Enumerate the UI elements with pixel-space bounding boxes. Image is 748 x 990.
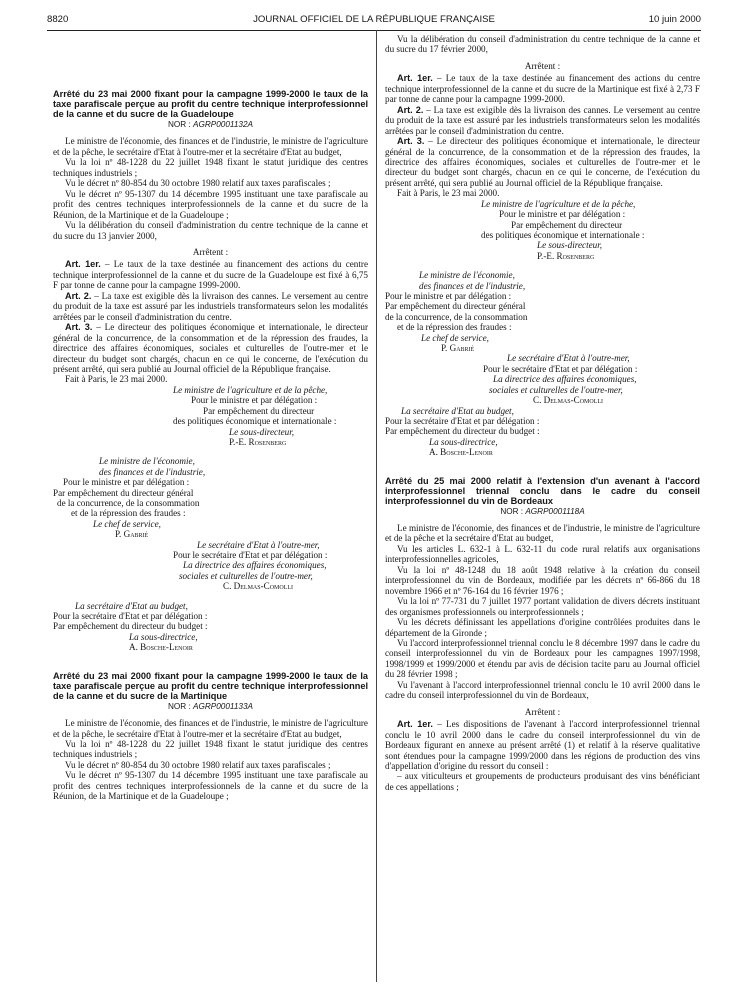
article-label: Art. 2. [65,290,92,301]
paragraph: Vu le décret nº 80-854 du 30 octobre 1980 relatif aux taxes parafiscales ; [65,178,331,189]
decree-title: Arrêté du 23 mai 2000 fixant pour la campagne 1999-2000 le taux de la taxe parafiscale perçue au profit du centre technique interprofessionnel de la canne et du sucre de la Martinique [53,670,368,701]
signatory-name: P.-E. Rosenberg [537,250,595,261]
article-label: Art. 2. [397,104,424,115]
article-text: – Le taux de la taxe destinée au financement des actions du centre technique interprofessionnel de la canne et du sucre de la Guadeloupe est fixé à 6,75 F par tonne de canne pour la campagne 1999-2000. [53,259,368,291]
article-label: Art. 1er. [397,719,433,730]
signatory-name: P. Gabrié [441,343,475,354]
article [53,259,368,290]
signature-line: La directrice des affaires économiques, [493,374,637,385]
signature-line: et de la répression des fraudes : [397,322,512,333]
signature-agriculture [53,385,368,447]
signature-line: La secrétaire d'Etat au budget, [401,405,514,416]
paragraph: Le ministre de l'économie, des finances et de l'industrie, le ministre de l'agriculture et de la pêche, le secrétaire d'Etat à l'outre-mer et la secrétaire d'Etat au budget, [53,718,368,739]
signature-line: Le secrétaire d'Etat à l'outre-mer, [197,539,320,550]
signatory-name: A. Bosche-Lenoir [429,447,493,458]
signature-line: La sous-directrice, [129,631,198,642]
page-header [47,14,701,28]
signature-line: Pour la secrétaire d'Etat et par délégation : [385,415,540,426]
paragraph: Vu les articles L. 632-1 à L. 632-11 du code rural relatifs aux organisations interprofessionnelles agricoles, [385,543,700,565]
signature-line: Par empêchement du directeur du budget : [53,621,208,632]
signature-line: Par empêchement du directeur [203,405,315,416]
article [53,291,368,322]
paragraph: Vu la loi nº 77-731 du 7 juillet 1977 portant validation de divers décrets instituant des organismes professionnels ou interprofessionnels ; [385,596,700,617]
arretent-heading: Arrêtent : [192,246,229,257]
signature-line: La sous-directrice, [429,436,498,447]
left-column [53,89,368,802]
article [385,73,700,104]
article-label: Art. 1er. [397,73,433,84]
signature-economy [53,456,368,539]
article-text: – Le directeur des politiques économique et internationale, le directeur général de la concurrence, de la consommation et de la répression des fraudes, la directrice des affaires économiques, sociales et culturelles de l'outre-mer et le directeur du budget sont chargés, chacun en ce qui le concerne, de l'exécution du présent arrêté, qui sera publié au Journal officiel de la République française. [53,322,368,374]
signature-line: Pour le ministre et par délégation : [63,477,190,488]
signature-line: Le secrétaire d'Etat à l'outre-mer, [507,353,630,364]
list-item: – aux viticulteurs et groupements de producteurs produisant des vins bénéficiant de ces appellations ; [385,771,700,792]
nor-code: AGRP0001133A [193,701,253,711]
article-text: – La taxe est exigible dès la livraison des cannes. Le versement au centre du produit de la taxe est assuré par les industriels transformateurs selon les modalités arrêtées par le conseil d'administration du centre. [385,104,701,136]
nor-reference [53,120,368,130]
signature-outre-mer [385,353,700,405]
paragraph: Vu le décret nº 80-854 du 30 octobre 1980 relatif aux taxes parafiscales ; [65,759,331,770]
right-column [385,34,700,792]
arretent-heading: Arrêtent : [524,706,561,717]
signature-line: des finances et de l'industrie, [419,280,526,291]
paragraph: Vu l'avenant à l'accord interprofessionnel triennal conclu le 10 avril 2000 dans le cadre du conseil interprofessionnel du vin de Bordeaux, [385,679,700,701]
paragraph: Vu le décret nº 95-1307 du 14 décembre 1995 instituant une taxe parafiscale au profit des centres techniques interprofessionnels de la canne et du sucre de la Réunion, de la Martinique et de la Guadeloupe ; [53,188,368,220]
paragraph: Vu le décret nº 95-1307 du 14 décembre 1995 instituant une taxe parafiscale au profit des centres techniques interprofessionnels de la canne et du sucre de la Réunion, de la Martinique et de la Guadeloupe ; [53,770,368,802]
article-text: – Le directeur des politiques économique et internationale, le directeur général de la concurrence, de la consommation et de la répression des fraudes, la directrice des affaires économiques, sociales et culturelles de l'outre-mer et le directeur du budget sont chargés, chacun en ce qui le concerne, de l'exécution du présent arrêté, qui sera publié au Journal officiel de la République française. [385,136,700,188]
article-label: Art. 1er. [65,259,101,270]
signature-line: et de la répression des fraudes : [71,508,186,519]
article [385,136,700,188]
nor-label: NOR : [168,120,191,129]
article-text: – Le taux de la taxe destinée au financement des actions du centre technique interprofessionnel de la canne et du sucre de la Martinique est fixé à 2,73 F par tonne de canne pour la campagne 1999-2000. [385,73,700,105]
signature-line: Pour le ministre et par délégation : [499,209,626,220]
nor-code: AGRP0001132A [193,120,253,129]
header-rule [47,30,701,31]
paragraph: Vu l'accord interprofessionnel triennal conclu le 8 décembre 1997 dans le cadre du conseil interprofessionnel du vin de Bordeaux pour les campagnes 1997/1998, 1998/1999 et 1999/2000 et étendu par avis de décision tacite paru au Journal officiel du 28 février 1998 ; [385,637,700,680]
article-text: – Les dispositions de l'avenant à l'accord interprofessionnel triennal conclu le 10 avril 2000 dans le cadre du conseil interprofessionnel du vin de Bordeaux figurant en annexe au présent arrêté (1) et relatif à la réserve qualitative sont étendues pour la campagne 1999/2000 dans les régions de production des vins d'appellation d'origine du ressort du conseil : [385,719,700,771]
signature-line: Le ministre de l'agriculture et de la pêche, [173,384,328,395]
signature-line: de la concurrence, de la consommation [385,311,528,322]
signature-line: Le ministre de l'économie, [419,270,515,281]
signature-line: des politiques économique et internationale : [481,230,645,241]
signatory-name: C. Delmas-Comolli [223,581,294,592]
article [385,105,700,136]
signature-line: Le sous-directeur, [537,240,603,251]
done-at: Fait à Paris, le 23 mai 2000. [397,188,500,199]
paragraph: Vu la loi nº 48-1228 du 22 juillet 1948 fixant le statut juridique des centres techniques industriels ; [53,738,368,760]
signature-line: des politiques économique et internationale : [173,416,337,427]
decree-title: Arrêté du 23 mai 2000 fixant pour la campagne 1999-2000 le taux de la taxe parafiscale perçue au profit du centre technique interprofessionnel de la canne et du sucre de la Guadeloupe [53,89,368,119]
article [385,719,700,771]
nor-label: NOR : [500,506,524,516]
signature-line: Le ministre de l'économie, [99,456,195,467]
signatory-name: P. Gabrié [115,529,149,540]
decree-title: Arrêté du 25 mai 2000 relatif à l'extension d'un avenant à l'accord interprofessionnel triennal conclu dans le cadre du conseil interprofessionnel du vin de Bordeaux [385,475,700,506]
signature-line: Pour le secrétaire d'Etat et par délégation : [483,363,638,374]
signature-outre-mer [53,540,368,592]
signature-line: Par empêchement du directeur du budget : [385,426,540,437]
signature-line: Pour le ministre et par délégation : [191,395,318,406]
paragraph: Le ministre de l'économie, des finances et de l'industrie, le ministre de l'agriculture et de la pêche et la secrétaire d'Etat au budget, [385,523,700,544]
signature-line: Par empêchement du directeur [511,219,623,230]
signatory-name: A. Bosche-Lenoir [129,642,193,653]
signature-line: des finances et de l'industrie, [99,466,206,477]
signature-line: La directrice des affaires économiques, [183,560,327,571]
nor-code: AGRP0001118A [525,506,585,516]
column-divider [376,30,377,982]
nor-label: NOR : [168,701,191,711]
signature-line: sociales et culturelles de l'outre-mer, [179,570,313,581]
paragraph: Vu la loi nº 48-1248 du 18 août 1948 relative à la création du conseil interprofessionnel du vin de Bordeaux, modifiée par les décrets nº 66-866 du 18 novembre 1966 et nº 76-164 du 16 février 1976 ; [385,564,700,596]
signature-line: Pour le ministre et par délégation : [385,291,512,302]
signature-line: Par empêchement du directeur général [385,301,526,312]
signature-line: La secrétaire d'Etat au budget, [75,600,188,611]
arretent-heading: Arrêtent : [524,60,561,71]
nor-reference [385,507,700,517]
signature-line: Par empêchement du directeur général [53,487,194,498]
signature-line: Le chef de service, [421,332,489,343]
signature-line: Le chef de service, [93,518,161,529]
signature-line: sociales et culturelles de l'outre-mer, [489,384,623,395]
signature-agriculture [385,199,700,261]
issue-date: 10 juin 2000 [648,14,701,25]
signature-line: Pour le secrétaire d'Etat et par délégation : [173,549,328,560]
signatory-name: C. Delmas-Comolli [533,395,604,406]
signature-budget [53,601,368,653]
done-at: Fait à Paris, le 23 mai 2000. [65,374,168,385]
article-text: – La taxe est exigible dès la livraison des cannes. Le versement au centre du produit de la taxe est assuré par les industriels transformateurs selon les modalités arrêtées par le conseil d'administration du centre. [53,290,369,322]
article-label: Art. 3. [397,136,425,147]
paragraph: Vu les décrets définissant les appellations d'origine contrôlées produites dans le département de la Gironde ; [385,617,700,638]
article [53,322,368,374]
signature-line: Le ministre de l'agriculture et de la pêche, [481,198,636,209]
journal-title: JOURNAL OFFICIEL DE LA RÉPUBLIQUE FRANÇAISE [253,14,495,25]
article-label: Art. 3. [65,322,93,333]
nor-reference [53,702,368,712]
paragraph: Vu la loi nº 48-1228 du 22 juillet 1948 fixant le statut juridique des centres techniques industriels ; [53,157,368,178]
signatory-name: P.-E. Rosenberg [229,436,287,447]
page-number: 8820 [47,14,69,25]
signature-economy [385,270,700,353]
signature-line: de la concurrence, de la consommation [57,497,200,508]
paragraph: Vu la délibération du conseil d'administration du centre technique de la canne et du sucre du 13 janvier 2000, [53,220,368,241]
signature-budget [385,406,700,458]
signature-line: Pour la secrétaire d'Etat et par délégation : [53,611,208,621]
paragraph: Vu la délibération du conseil d'administration du centre technique de la canne et du sucre du 17 février 2000, [385,34,700,55]
paragraph: Le ministre de l'économie, des finances et de l'industrie, le ministre de l'agriculture et de la pêche, le secrétaire d'Etat à l'outre-mer et la secrétaire d'Etat au budget, [53,136,368,157]
signature-line: Le sous-directeur, [229,426,295,437]
